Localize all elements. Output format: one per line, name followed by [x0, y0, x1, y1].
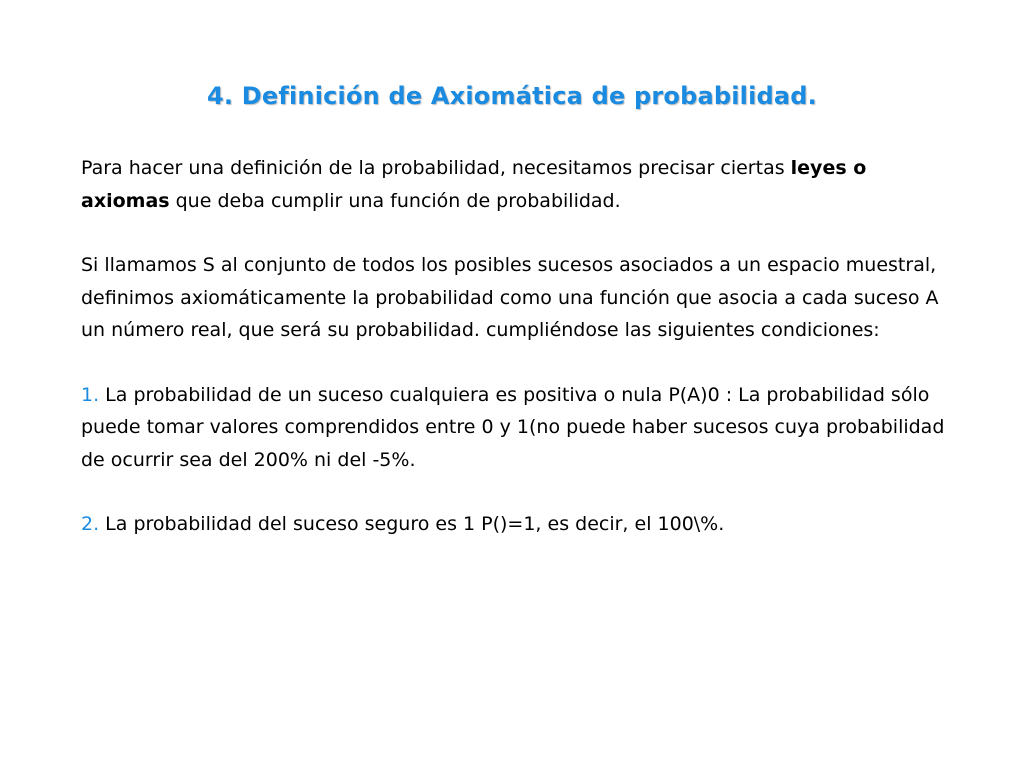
intro-paragraph	[81, 152, 951, 217]
axiom-text: La probabilidad del suceso seguro es 1 P()=1, es decir, el 100\%.	[99, 513, 725, 535]
slide-body	[81, 152, 951, 541]
intro-bold-term: leyes o axiomas	[81, 157, 867, 212]
axiom-2	[81, 508, 951, 541]
page-title: 4. Definición de Axiomática de probabilidad.	[206, 82, 818, 110]
axiom-text: La probabilidad de un suceso cualquiera es positiva o nula P(A)0 : La probabilidad sólo puede tomar valores comprendidos entre 0 y 1(no puede haber sucesos cuya probabilidad de ocurrir sea del 200% ni del -5%.	[81, 383, 945, 471]
axiom-number: 1.	[81, 383, 100, 406]
intro-text-start: Para hacer una definición de la probabilidad, necesitamos precisar ciertas	[81, 157, 791, 179]
axiom-1	[81, 379, 951, 477]
intro-text-end: que deba cumplir una función de probabilidad.	[169, 189, 621, 212]
axiom-number: 2.	[81, 513, 100, 535]
definition-paragraph: Si llamamos S al conjunto de todos los posibles sucesos asociados a un espacio muestral, definimos axiomáticamente la probabilidad como una función que asocia a cada suceso A un número real, que será su probabilidad. cumpliéndose las siguientes condiciones:	[81, 254, 939, 341]
